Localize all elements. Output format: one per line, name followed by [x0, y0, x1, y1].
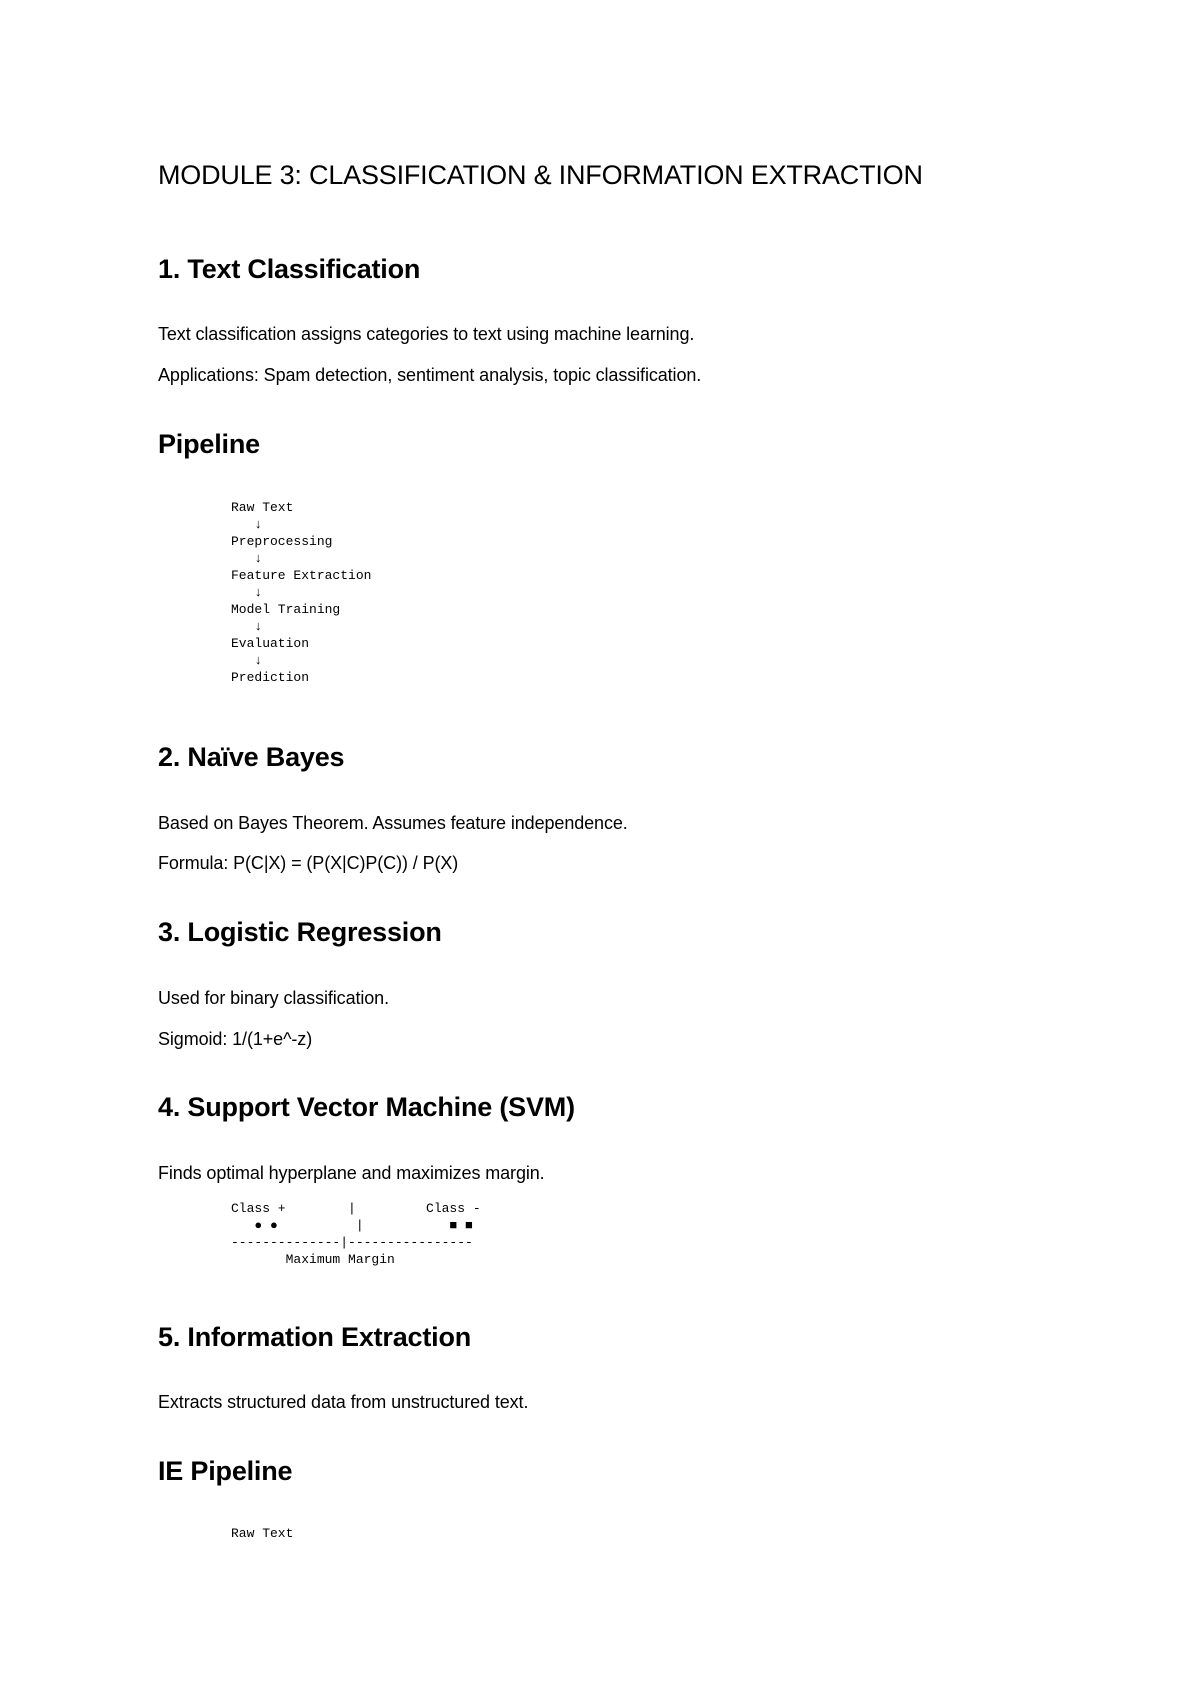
- section-heading-logistic-regression: 3. Logistic Regression: [158, 917, 442, 947]
- section-heading-pipeline: Pipeline: [158, 429, 260, 459]
- paragraph-logistic-regression-definition: Used for binary classification.: [158, 988, 389, 1008]
- paragraph-svm-definition: Finds optimal hyperplane and maximizes margin.: [158, 1163, 545, 1183]
- ie-pipeline-diagram: Raw Text: [231, 1526, 294, 1541]
- section-heading-information-extraction: 5. Information Extraction: [158, 1322, 472, 1352]
- paragraph-text-classification-definition: Text classification assigns categories to text using machine learning.: [158, 324, 695, 344]
- paragraph-text-classification-applications: Applications: Spam detection, sentiment analysis, topic classification.: [158, 365, 702, 385]
- section-heading-svm: 4. Support Vector Machine (SVM): [158, 1092, 575, 1122]
- section-heading-text-classification: 1. Text Classification: [158, 254, 421, 284]
- paragraph-naive-bayes-formula: Formula: P(C|X) = (P(X|C)P(C)) / P(X): [158, 853, 459, 873]
- pipeline-diagram: Raw Text ↓ Preprocessing ↓ Feature Extraction ↓ Model Training ↓ Evaluation ↓ Prediction: [231, 500, 372, 685]
- section-heading-naive-bayes: 2. Naïve Bayes: [158, 742, 345, 772]
- document-title: MODULE 3: CLASSIFICATION & INFORMATION EXTRACTION: [158, 160, 923, 190]
- paragraph-naive-bayes-definition: Based on Bayes Theorem. Assumes feature independence.: [158, 813, 628, 833]
- paragraph-logistic-regression-sigmoid: Sigmoid: 1/(1+e^-z): [158, 1029, 313, 1049]
- paragraph-information-extraction-definition: Extracts structured data from unstructured text.: [158, 1392, 529, 1412]
- section-heading-ie-pipeline: IE Pipeline: [158, 1456, 293, 1486]
- svm-margin-diagram: Class + | Class - ● ● | ■ ■ --------------|---------------- Maximum Margin: [231, 1201, 481, 1267]
